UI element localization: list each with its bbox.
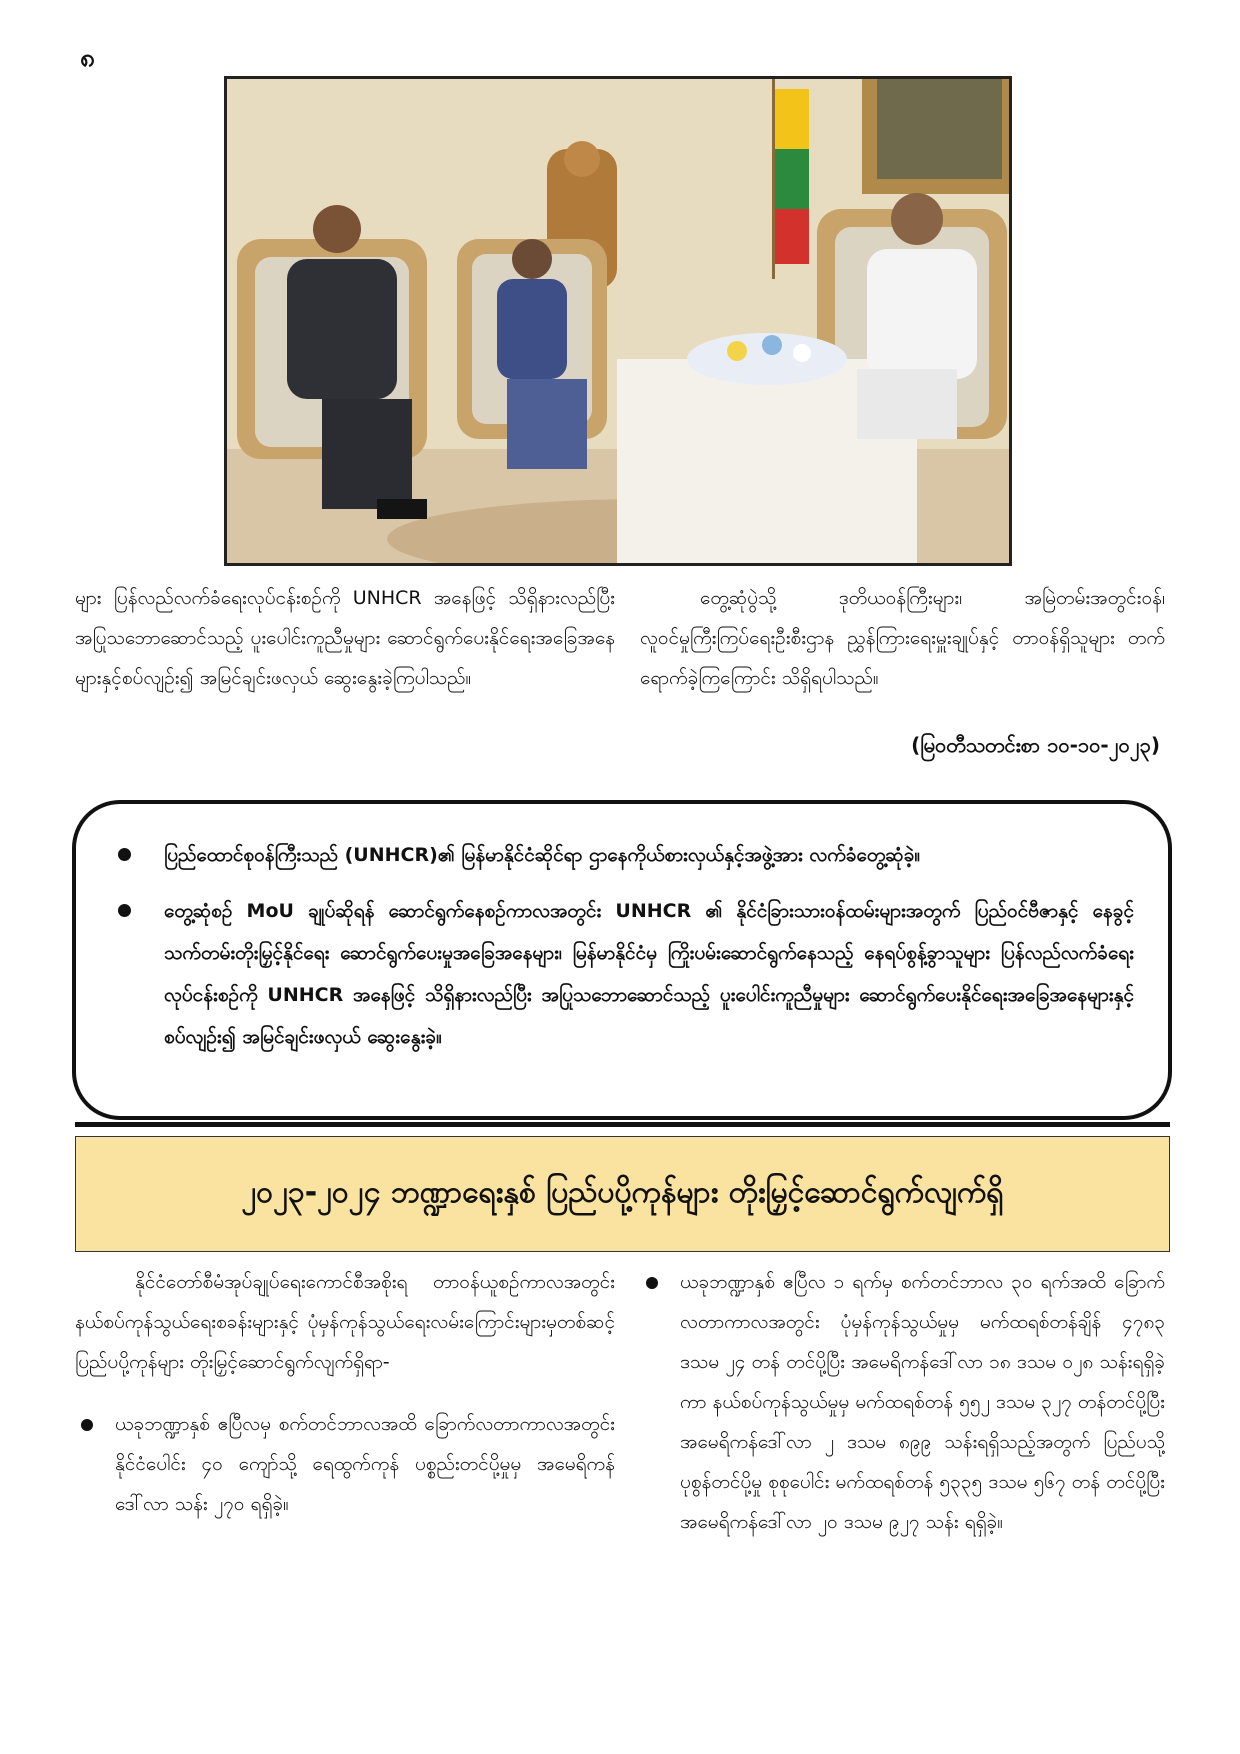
- summary-bullet: တွေ့ဆုံစဉ် MoU ချုပ်ဆိုရန် ဆောင်ရွက်နေစဉ်ကာလအတွင်း UNHCR ၏ နိုင်ငံခြားသားဝန်ထမ်းများအတွက် ပြည်ဝင်ဗီဇာနှင့် နေခွင့်သက်တမ်းတိုးမြှင့်နိုင်ရေး ဆောင်ရွက်ပေးမှုအခြေအနေများ၊ မြန်မာနိုင်ငံမှ ကြိုးပမ်းဆောင်ရွက်နေသည့် နေရပ်စွန့်ခွာသူများ ပြန်လည်လက်ခံရေးလုပ်ငန်းစဉ်ကို UNHCR အနေဖြင့် သိရှိနားလည်ပြီး အပြုသဘောဆောင်သည့် ပူးပေါင်းကူညီမှုများ ဆောင်ရွက်ပေးနိုင်ရေးအခြေအနေများနှင့်စပ်လျဉ်း၍ အမြင်ချင်းဖလှယ် ဆွေးနွေးခဲ့။: [110, 890, 1134, 1058]
- news-photo: [224, 76, 1012, 566]
- section-intro-paragraph: နိုင်ငံတော်စီမံအုပ်ချုပ်ရေးကောင်စီအစိုးရ တာဝန်ယူစဉ်ကာလအတွင်း နယ်စပ်ကုန်သွယ်ရေးစခန်းများနှင့် ပုံမှန်ကုန်သွယ်ရေးလမ်းကြောင်းများမှတစ်ဆင့် ပြည်ပပို့ကုန်များ တိုးမြှင့်ဆောင်ရွက်လျက်ရှိရာ-: [75, 1271, 615, 1373]
- section-right-bullet: ယခုဘဏ္ဍာနှစ် ဧပြီလ ၁ ရက်မှ စက်တင်ဘာလ ၃၀ ရက်အထိ ခြောက်လတာကာလအတွင်း ပုံမှန်ကုန်သွယ်မှုမှ မက်ထရစ်တန်ချိန် ၄၇၈၃ ဒသမ ၂၄ တန် တင်ပို့ပြီး အမေရိကန်ဒေါ်လာ ၁၈ ဒသမ ၀၂၈ သန်းရရှိခဲ့ကာ နယ်စပ်ကုန်သွယ်မှုမှ မက်ထရစ်တန် ၅၅၂ ဒသမ ၃၂၇ တန်တင်ပို့ပြီး အမေရိကန်ဒေါ်လာ ၂ ဒသမ ၈၉၉ သန်းရရှိသည့်အတွက် ပြည်ပသို့ ပုစွန်တင်ပို့မှု စုစုပေါင်း မက်ထရစ်တန် ၅၃၃၅ ဒသမ ၅၆၇ တန် တင်ပို့ပြီး အမေရိကန်ဒေါ်လာ ၂၀ ဒသမ ၉၂၇ သန်း ရရှိခဲ့။: [640, 1262, 1165, 1542]
- page-number: ၈: [80, 43, 95, 73]
- article-right-paragraph: တွေ့ဆုံပွဲသို့ ဒုတိယဝန်ကြီးများ၊ အမြဲတမ်းအတွင်းဝန်၊ လူဝင်မှုကြီးကြပ်ရေးဦးစီးဌာန ညွှန်ကြားရေးမှူးချုပ်နှင့် တာဝန်ရှိသူများ တက်ရောက်ခဲ့ကြကြောင်း သိရှိရပါသည်။: [640, 587, 1165, 689]
- section-right-column: [640, 1262, 1165, 1542]
- summary-bullet: ပြည်ထောင်စုဝန်ကြီးသည် (UNHCR)၏ မြန်မာနိုင်ငံဆိုင်ရာ ဌာနေကိုယ်စားလှယ်နှင့်အဖွဲ့အား လက်ခံတွေ့ဆုံခဲ့။: [110, 834, 1134, 876]
- section-divider: [75, 1122, 1170, 1127]
- section-left-bullet: ယခုဘဏ္ဍာနှစ် ဧပြီလမှ စက်တင်ဘာလအထိ ခြောက်လတာကာလအတွင်း နိုင်ငံပေါင်း ၄၀ ကျော်သို့ ရေထွက်ကုန် ပစ္စည်းတင်ပို့မှုမှ အမေရိကန်ဒေါ်လာ သန်း ၂၇၀ ရရှိခဲ့။: [75, 1404, 615, 1524]
- article-left-column: [75, 578, 615, 698]
- article-right-column: [640, 578, 1165, 698]
- section-heading: ၂၀၂၃-၂၀၂၄ ဘဏ္ဍာရေးနှစ် ပြည်ပပို့ကုန်များ တိုးမြှင့်ဆောင်ရွက်လျက်ရှိ: [75, 1136, 1170, 1252]
- summary-box: [72, 800, 1172, 1120]
- article-source: (မြဝတီသတင်းစာ ၁၀-၁၀-၂၀၂၃): [911, 733, 1160, 757]
- article-left-paragraph: များ ပြန်လည်လက်ခံရေးလုပ်ငန်းစဉ်ကို UNHCR အနေဖြင့် သိရှိနားလည်ပြီး အပြုသဘောဆောင်သည့် ပူးပေါင်းကူညီမှုများ ဆောင်ရွက်ပေးနိုင်ရေးအခြေအနေများနှင့်စပ်လျဉ်း၍ အမြင်ချင်းဖလှယ် ဆွေးနွေးခဲ့ကြပါသည်။: [75, 587, 615, 689]
- section-left-column: [75, 1262, 615, 1524]
- summary-list: [110, 834, 1134, 1058]
